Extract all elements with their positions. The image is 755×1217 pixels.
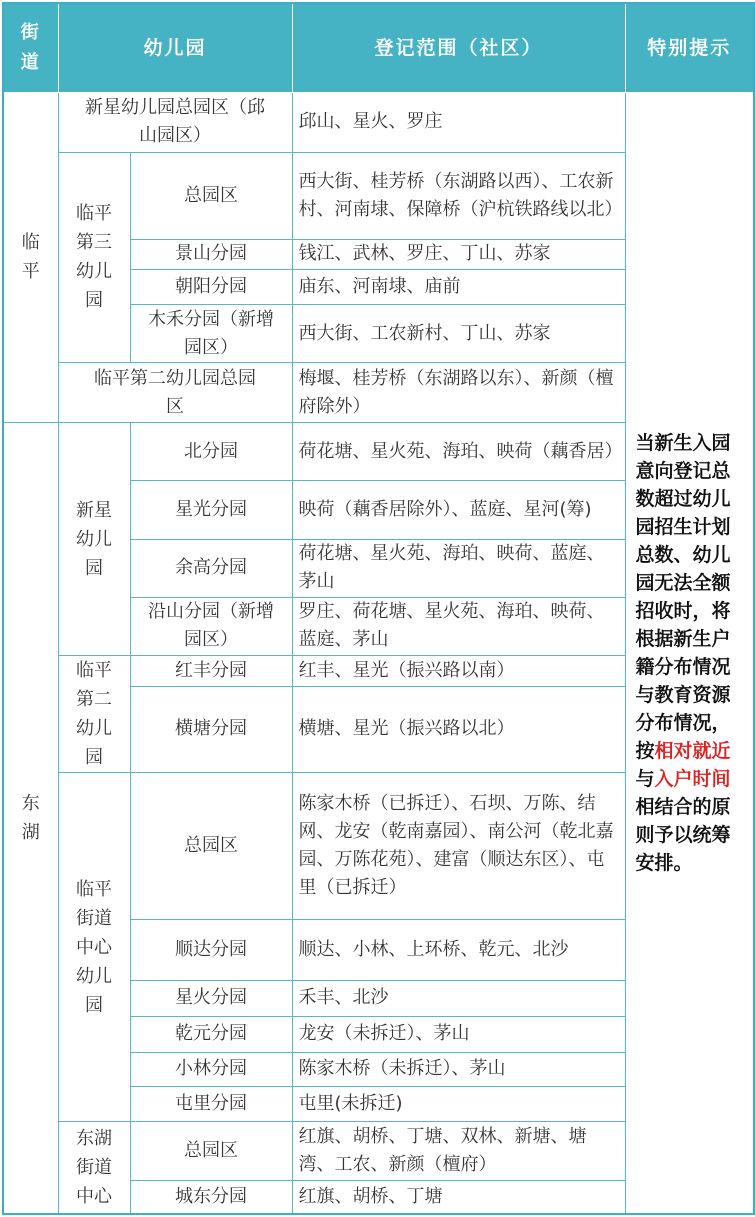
kindergarten-name: 沿山分园（新增园区）	[130, 597, 292, 655]
registration-range: 禾丰、北沙	[292, 980, 625, 1016]
group-donghu-center: 东湖街道中心	[58, 1122, 130, 1214]
street-donghu: 东湖	[3, 423, 58, 1214]
registration-range: 西大街、桂芳桥（东湖路以西）、工农新村、河南埭、保障桥（沪杭铁路线以北）	[292, 152, 625, 239]
registration-range: 横塘、星光（振兴路以北）	[292, 686, 625, 772]
tip-highlight-residence-time: 入户时间	[654, 767, 731, 790]
group-linping-center: 临平街道中心幼儿园	[58, 773, 130, 1122]
kindergarten-name: 横塘分园	[130, 686, 292, 772]
street-linping: 临平	[3, 92, 58, 423]
enrollment-table	[2, 2, 755, 1215]
kindergarten-name: 余高分园	[130, 539, 292, 597]
kindergarten-name: 星火分园	[130, 980, 292, 1016]
kindergarten-name: 总园区	[130, 1122, 292, 1181]
tip-text: 当新生入园意向登记总数超过幼儿园招生计划总数、幼儿园无法全额招收时，将根据新生户籍分布情况与教育资源分布情况，按	[635, 431, 731, 762]
kindergarten-name: 朝阳分园	[130, 269, 292, 304]
special-tip	[625, 92, 754, 1214]
tip-text-end: 相结合的原则予以统筹安排。	[635, 795, 731, 874]
registration-range: 罗庄、荷花塘、星火苑、海珀、映荷、蓝庭、茅山	[292, 597, 625, 655]
group-xinxing: 新星幼儿园	[58, 423, 130, 656]
kindergarten-name: 临平第二幼儿园总园区	[58, 363, 292, 423]
kindergarten-name: 乾元分园	[130, 1016, 292, 1052]
kindergarten-name: 顺达分园	[130, 919, 292, 980]
kindergarten-name: 总园区	[130, 152, 292, 239]
group-linping-3rd: 临平第三幼儿园	[58, 152, 130, 363]
registration-range: 钱江、武林、罗庄、丁山、苏家	[292, 239, 625, 269]
registration-range: 龙安（未拆迁）、茅山	[292, 1016, 625, 1052]
kindergarten-name: 城东分园	[130, 1181, 292, 1214]
registration-range: 陈家木桥（未拆迁）、茅山	[292, 1052, 625, 1086]
registration-range: 顺达、小林、上环桥、乾元、北沙	[292, 919, 625, 980]
registration-range: 邱山、星火、罗庄	[292, 92, 625, 152]
kindergarten-name: 景山分园	[130, 239, 292, 269]
kindergarten-name: 总园区	[130, 773, 292, 919]
header-range: 登记范围（社区）	[292, 3, 625, 92]
registration-range: 红旗、胡桥、丁塘、双林、新塘、塘湾、工农、新颜（檀府）	[292, 1122, 625, 1181]
registration-range: 屯里(未拆迁)	[292, 1087, 625, 1122]
kindergarten-name: 屯里分园	[130, 1087, 292, 1122]
registration-range: 红旗、胡桥、丁塘	[292, 1181, 625, 1214]
registration-range: 映荷（藕香居除外）、蓝庭、星河(筹)	[292, 481, 625, 539]
kindergarten-name: 小林分园	[130, 1052, 292, 1086]
kindergarten-name: 北分园	[130, 423, 292, 481]
kindergarten-name: 木禾分园（新增园区）	[130, 305, 292, 363]
tip-highlight-nearby: 相对就近	[654, 739, 731, 762]
header-row	[3, 3, 754, 92]
kindergarten-name: 星光分园	[130, 481, 292, 539]
registration-range: 梅堰、桂芳桥（东湖路以东）、新颜（檀府除外）	[292, 363, 625, 423]
registration-range: 红丰、星光（振兴路以南）	[292, 655, 625, 686]
kindergarten-name: 红丰分园	[130, 655, 292, 686]
table-row	[3, 92, 754, 152]
group-linping-2nd: 临平第二幼儿园	[58, 655, 130, 772]
registration-range: 陈家木桥（已拆迁）、石坝、万陈、结网、龙安（乾南嘉园）、南公河（乾北嘉园、万陈花苑）、建富（顺达东区）、屯里（已拆迁）	[292, 773, 625, 919]
registration-range: 荷花塘、星火苑、海珀、映荷、蓝庭、茅山	[292, 539, 625, 597]
kindergarten-name: 新星幼儿园总园区（邱山园区）	[58, 92, 292, 152]
header-kindergarten: 幼儿园	[58, 3, 292, 92]
tip-text-and: 与	[635, 767, 655, 790]
registration-range: 荷花塘、星火苑、海珀、映荷（藕香居）	[292, 423, 625, 481]
header-tip: 特别提示	[625, 3, 754, 92]
header-street: 街道	[3, 3, 58, 92]
registration-range: 庙东、河南埭、庙前	[292, 269, 625, 304]
registration-range: 西大街、工农新村、丁山、苏家	[292, 305, 625, 363]
